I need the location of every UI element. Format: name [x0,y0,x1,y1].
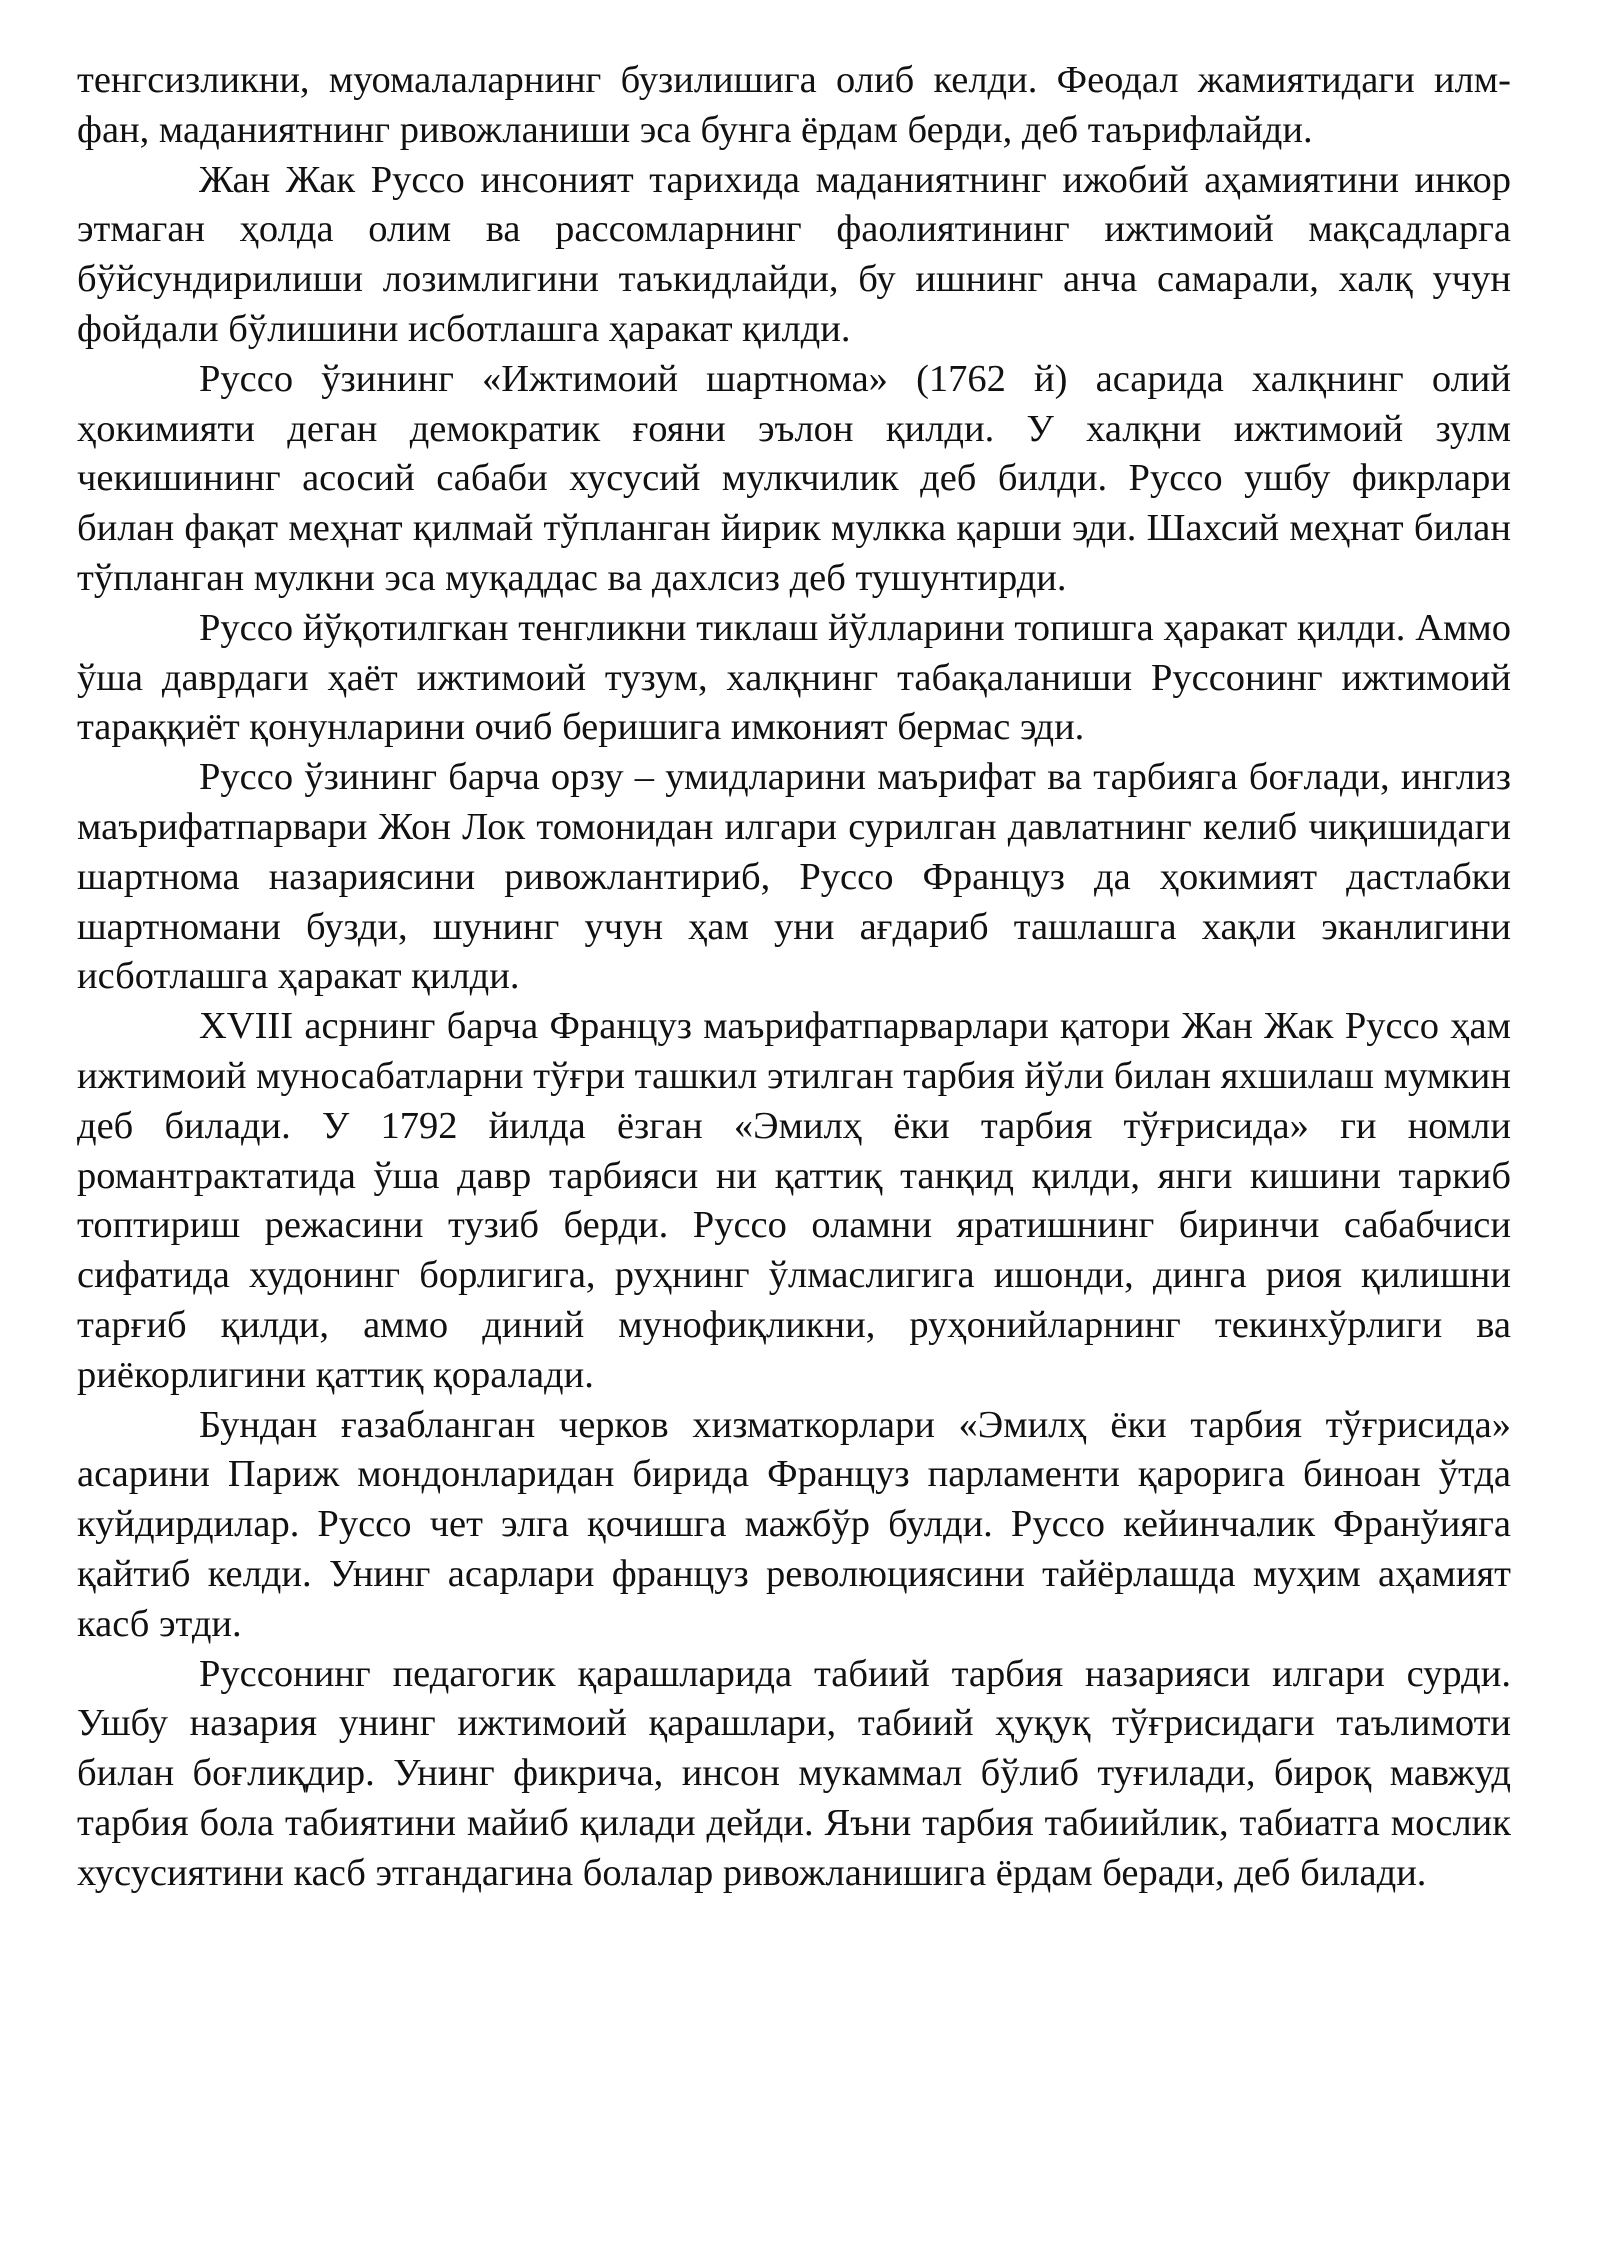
paragraph-continuation: тенгсизликни, муомалаларнинг бузилишига олиб келди. Феодал жамиятидаги илм-фан, маданиятнинг ривожланиши эса бунга ёрдам берди, деб таърифлайди. [77,59,1511,151]
paragraph-emile: XVIII асрнинг барча Француз маърифатпарварлари қатори Жан Жак Руссо ҳам ижтимоий муносабатларни тўғри ташкил этилган тарбия йўли билан яхшилаш мумкин деб билади. У 1792 йилда ёзган «Эмилҳ ёки тарбия тўғрисида» ги номли романтрактатида ўша давр тарбияси ни қаттиқ танқид қилди, янги кишини таркиб топтириш режасини тузиб берди. Руссо оламни яратишнинг биринчи сабабчиси сифатида худонинг борлигига, руҳнинг ўлмаслигига ишонди, динга риоя қилишни тарғиб қилди, аммо диний мунофиқликни, руҳонийларнинг текинхўрлиги ва риёкорлигини қаттиқ қоралади. [77,1005,1511,1396]
paragraph-equality: Руссо йўқотилгкан тенгликни тиклаш йўлларини топишга ҳаракат қилди. Аммо ўша даврдаги ҳаёт ижтимоий тузум, халқнинг табақаланиши Руссонинг ижтимоий тараққиёт қонунларини очиб беришига имконият бермас эди. [77,606,1511,749]
document-page [77,56,1511,1898]
paragraph-enlightenment: Руссо ўзининг барча орзу – умидларини маърифат ва тарбияга боғлади, инглиз маърифатпарвари Жон Лок томонидан илгари сурилган давлатнинг келиб чиқишидаги шартнома назариясини ривожлантириб, Руссо Француз да ҳокимият дастлабки шартномани бузди, шунинг учун ҳам уни ағдариб ташлашга хақли эканлигини исботлашга ҳаракат қилди. [77,756,1511,998]
paragraph-church: Бундан ғазабланган черков хизматкорлари «Эмилҳ ёки тарбия тўғрисида» асарини Париж мондонларидан бирида Француз парламенти қарорига биноан ўтда куйдирдилар. Руссо чет элга қочишга мажбўр булди. Руссо кейинчалик Франўияга қайтиб келди. Унинг асарлари француз революциясини тайёрлашда муҳим аҳамият касб этди. [77,1403,1511,1645]
paragraph-natural-education: Руссонинг педагогик қарашларида табиий тарбия назарияси илгари сурди. Ушбу назария унинг ижтимоий қарашлари, табиий ҳуқуқ тўғрисидаги таълимоти билан боғлиқдир. Унинг фикрича, инсон мукаммал бўлиб туғилади, бироқ мавжуд тарбия бола табиятини майиб қилади дейди. Яъни тарбия табиийлик, табиатга мослик хусусиятини касб этгандагина болалар ривожланишига ёрдам беради, деб билади. [77,1652,1511,1894]
paragraph-rousseau-culture: Жан Жак Руссо инсоният тарихида маданиятнинг ижобий аҳамиятини инкор этмаган ҳолда олим ва рассомларнинг фаолиятининг ижтимоий мақсадларга бўйсундирилиши лозимлигини таъкидлайди, бу ишнинг анча самарали, халқ учун фойдали бўлишини исботлашга ҳаракат қилди. [77,158,1511,350]
paragraph-social-contract: Руссо ўзининг «Ижтимоий шартнома» (1762 й) асарида халқнинг олий ҳокимияти деган демократик ғояни эълон қилди. У халқни ижтимоий зулм чекишининг асосий сабаби хусусий мулкчилик деб билди. Руссо ушбу фикрлари билан фақат меҳнат қилмай тўпланган йирик мулкка қарши эди. Шахсий меҳнат билан тўпланган мулкни эса муқаддас ва дахлсиз деб тушунтирди. [77,357,1511,599]
